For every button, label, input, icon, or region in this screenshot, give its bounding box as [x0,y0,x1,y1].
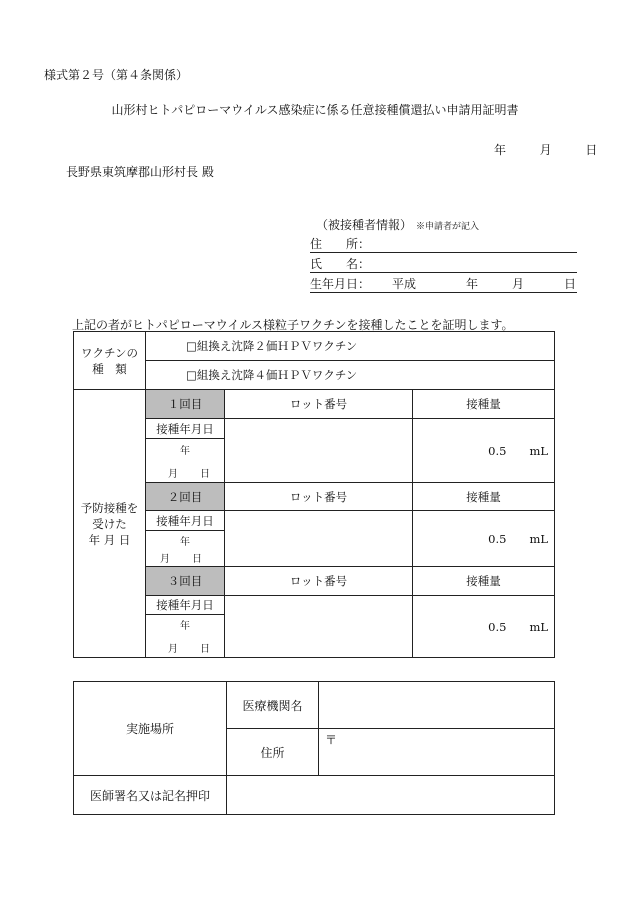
round-3-date-day: 日 [200,644,210,655]
facility-table [73,681,555,815]
round-1-date-year: 年 [180,445,190,457]
round-3-date-year: 年 [180,621,190,632]
recipient-note: ※申請者が記入 [416,222,480,232]
signature-label: 医師署名又は記名押印 [74,776,227,815]
issue-date-day: 日 [585,143,598,157]
institution-label: 医療機関名 [227,682,319,729]
round-2-label: ２回目 [146,483,225,511]
birthdate-field[interactable] [310,275,577,293]
birthdate-day: 日 [564,277,577,291]
round-3-lot-number[interactable] [225,596,413,658]
round-2-date-year: 年 [180,536,190,548]
recipient-heading-text: （被接種者情報） [316,218,413,232]
round-3-date[interactable] [146,615,225,658]
round-1-date-month: 月 [168,468,178,480]
vaccination-date-label-line3: 年 月 日 [88,532,131,547]
round-2-dose-header: 接種量 [413,483,555,511]
name-field[interactable] [310,255,577,273]
place-label: 実施場所 [74,682,227,776]
round-3-date-month: 月 [168,644,178,655]
birthdate-year: 年 [466,277,479,291]
round-1-dose: 0.5 mL [413,419,555,483]
issue-date [494,141,597,158]
round-1-date-label: 接種年月日 [146,419,225,439]
certification-statement: 上記の者がヒトパピローマウイルス様粒子ワクチンを接種したことを証明します。 [72,318,514,332]
round-1-lot-number[interactable] [225,419,413,483]
institution-name-field[interactable] [319,682,555,729]
round-2-date-month: 月 [160,553,170,565]
vaccine-option-4valent[interactable]: □組換え沈降４価ＨＰＶワクチン [146,361,555,390]
round-2-date-label: 接種年月日 [146,511,225,531]
vaccine-type-label-line2: 種 類 [92,361,127,376]
round-3-label: ３回目 [146,567,225,596]
issue-date-month: 月 [539,143,552,157]
round-2-date[interactable] [146,531,225,567]
round-2-lot-number[interactable] [225,511,413,567]
round-1-date[interactable] [146,439,225,483]
vaccination-date-label [74,390,146,658]
address-field[interactable] [310,235,577,253]
postal-mark: 〒 [325,733,338,747]
round-2-date-month-day [146,548,224,565]
birthdate-era: 平成 [392,277,417,291]
vaccine-type-label [74,332,146,390]
round-1-lot-header: ロット番号 [225,390,413,419]
round-1-label: １回目 [146,390,225,419]
facility-address-label: 住所 [227,729,319,776]
round-2-date-day: 日 [192,553,202,565]
signature-field[interactable] [227,776,555,815]
round-1-date-month-day [146,457,224,480]
vaccination-date-label-line1: 予防接種を [80,500,139,515]
issue-date-year: 年 [494,143,507,157]
vaccine-type-label-line1: ワクチンの [81,345,138,360]
round-1-date-day: 日 [200,468,210,480]
document-title: 山形村ヒトパピローマウイルス感染症に係る任意接種償還払い申請用証明書 [111,103,519,117]
round-2-dose: 0.5 mL [413,511,555,567]
round-3-date-label: 接種年月日 [146,596,225,615]
addressee: 長野県東筑摩郡山形村長 殿 [66,165,214,179]
name-label: 氏 名： [310,257,371,271]
birthdate-month: 月 [512,277,525,291]
round-3-dose-header: 接種量 [413,567,555,596]
vaccination-table [73,331,555,658]
form-number: 様式第２号（第４条関係） [44,68,189,82]
round-3-lot-header: ロット番号 [225,567,413,596]
round-3-dose: 0.5 mL [413,596,555,658]
birthdate-label: 生年月日： [310,277,371,291]
round-3-date-month-day [146,632,224,655]
facility-address-field[interactable] [319,729,555,776]
recipient-heading [316,216,479,233]
vaccine-option-2valent[interactable]: □組換え沈降２価ＨＰＶワクチン [146,332,555,361]
round-2-lot-header: ロット番号 [225,483,413,511]
round-1-dose-header: 接種量 [413,390,555,419]
address-label: 住 所： [310,237,371,251]
vaccination-date-label-line2: 受けた [92,516,127,531]
